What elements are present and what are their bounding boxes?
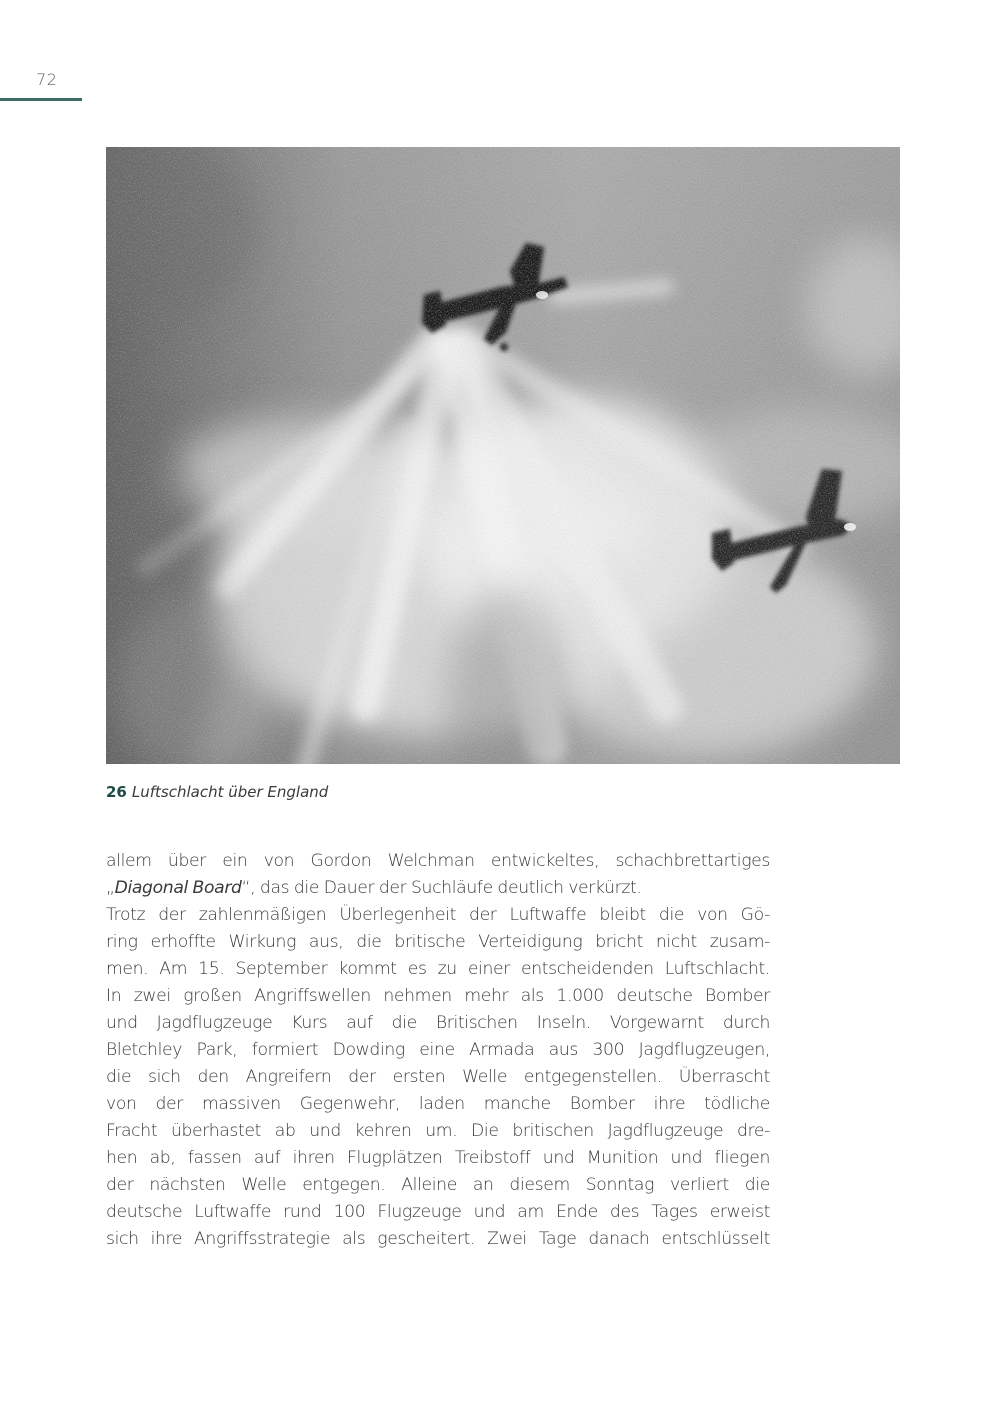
text-line bbox=[106, 875, 770, 902]
bombers-over-clouds-photo bbox=[106, 147, 900, 764]
text-line: men. Am 15. September kommt es zu einer entscheidenden Luftschlacht. bbox=[106, 959, 770, 979]
text-line: hen ab, fassen auf ihren Flugplätzen Treibstoff und Munition und fliegen bbox=[106, 1148, 770, 1168]
text-line: In zwei großen Angriffswellen nehmen mehr als 1.000 deutsche Bomber bbox=[106, 986, 770, 1006]
quote-open: „ bbox=[106, 878, 115, 898]
figure-caption bbox=[106, 783, 328, 801]
figure-photo bbox=[106, 147, 900, 764]
text-line: Bletchley Park, formiert Dowding eine Armada aus 300 Jagdflugzeugen, bbox=[106, 1040, 770, 1060]
page-number: 72 bbox=[36, 70, 58, 89]
text-line: deutsche Luftwaffe rund 100 Flugzeuge und am Ende des Tages erweist bbox=[106, 1202, 770, 1222]
caption-title: Luftschlacht über England bbox=[131, 783, 329, 801]
page-number-rule bbox=[0, 98, 82, 101]
caption-number: 26 bbox=[106, 783, 127, 801]
text-line: Trotz der zahlenmäßigen Überlegenheit der Luftwaffe bleibt die von Gö- bbox=[106, 905, 770, 925]
text-fragment: “, das die Dauer der Suchläufe deutlich verkürzt. bbox=[241, 878, 642, 898]
text-line: ring erhoffte Wirkung aus, die britische Verteidigung bricht nicht zusam- bbox=[106, 932, 770, 952]
text-line: allem über ein von Gordon Welchman entwickeltes, schachbrettartiges bbox=[106, 851, 770, 871]
body-text bbox=[106, 848, 770, 1253]
text-line: und Jagdflugzeuge Kurs auf die Britischen Inseln. Vorgewarnt durch bbox=[106, 1013, 770, 1033]
text-line: der nächsten Welle entgegen. Alleine an diesem Sonntag verliert die bbox=[106, 1175, 770, 1195]
text-line: von der massiven Gegenwehr, laden manche Bomber ihre tödliche bbox=[106, 1094, 770, 1114]
text-line: die sich den Angreifern der ersten Welle entgegenstellen. Überrascht bbox=[106, 1067, 770, 1087]
text-line: Fracht überhastet ab und kehren um. Die britischen Jagdflugzeuge dre- bbox=[106, 1121, 770, 1141]
emphasized-term: Diagonal Board bbox=[114, 878, 242, 898]
text-line: sich ihre Angriffsstrategie als gescheitert. Zwei Tage danach entschlüsselt bbox=[106, 1229, 770, 1249]
